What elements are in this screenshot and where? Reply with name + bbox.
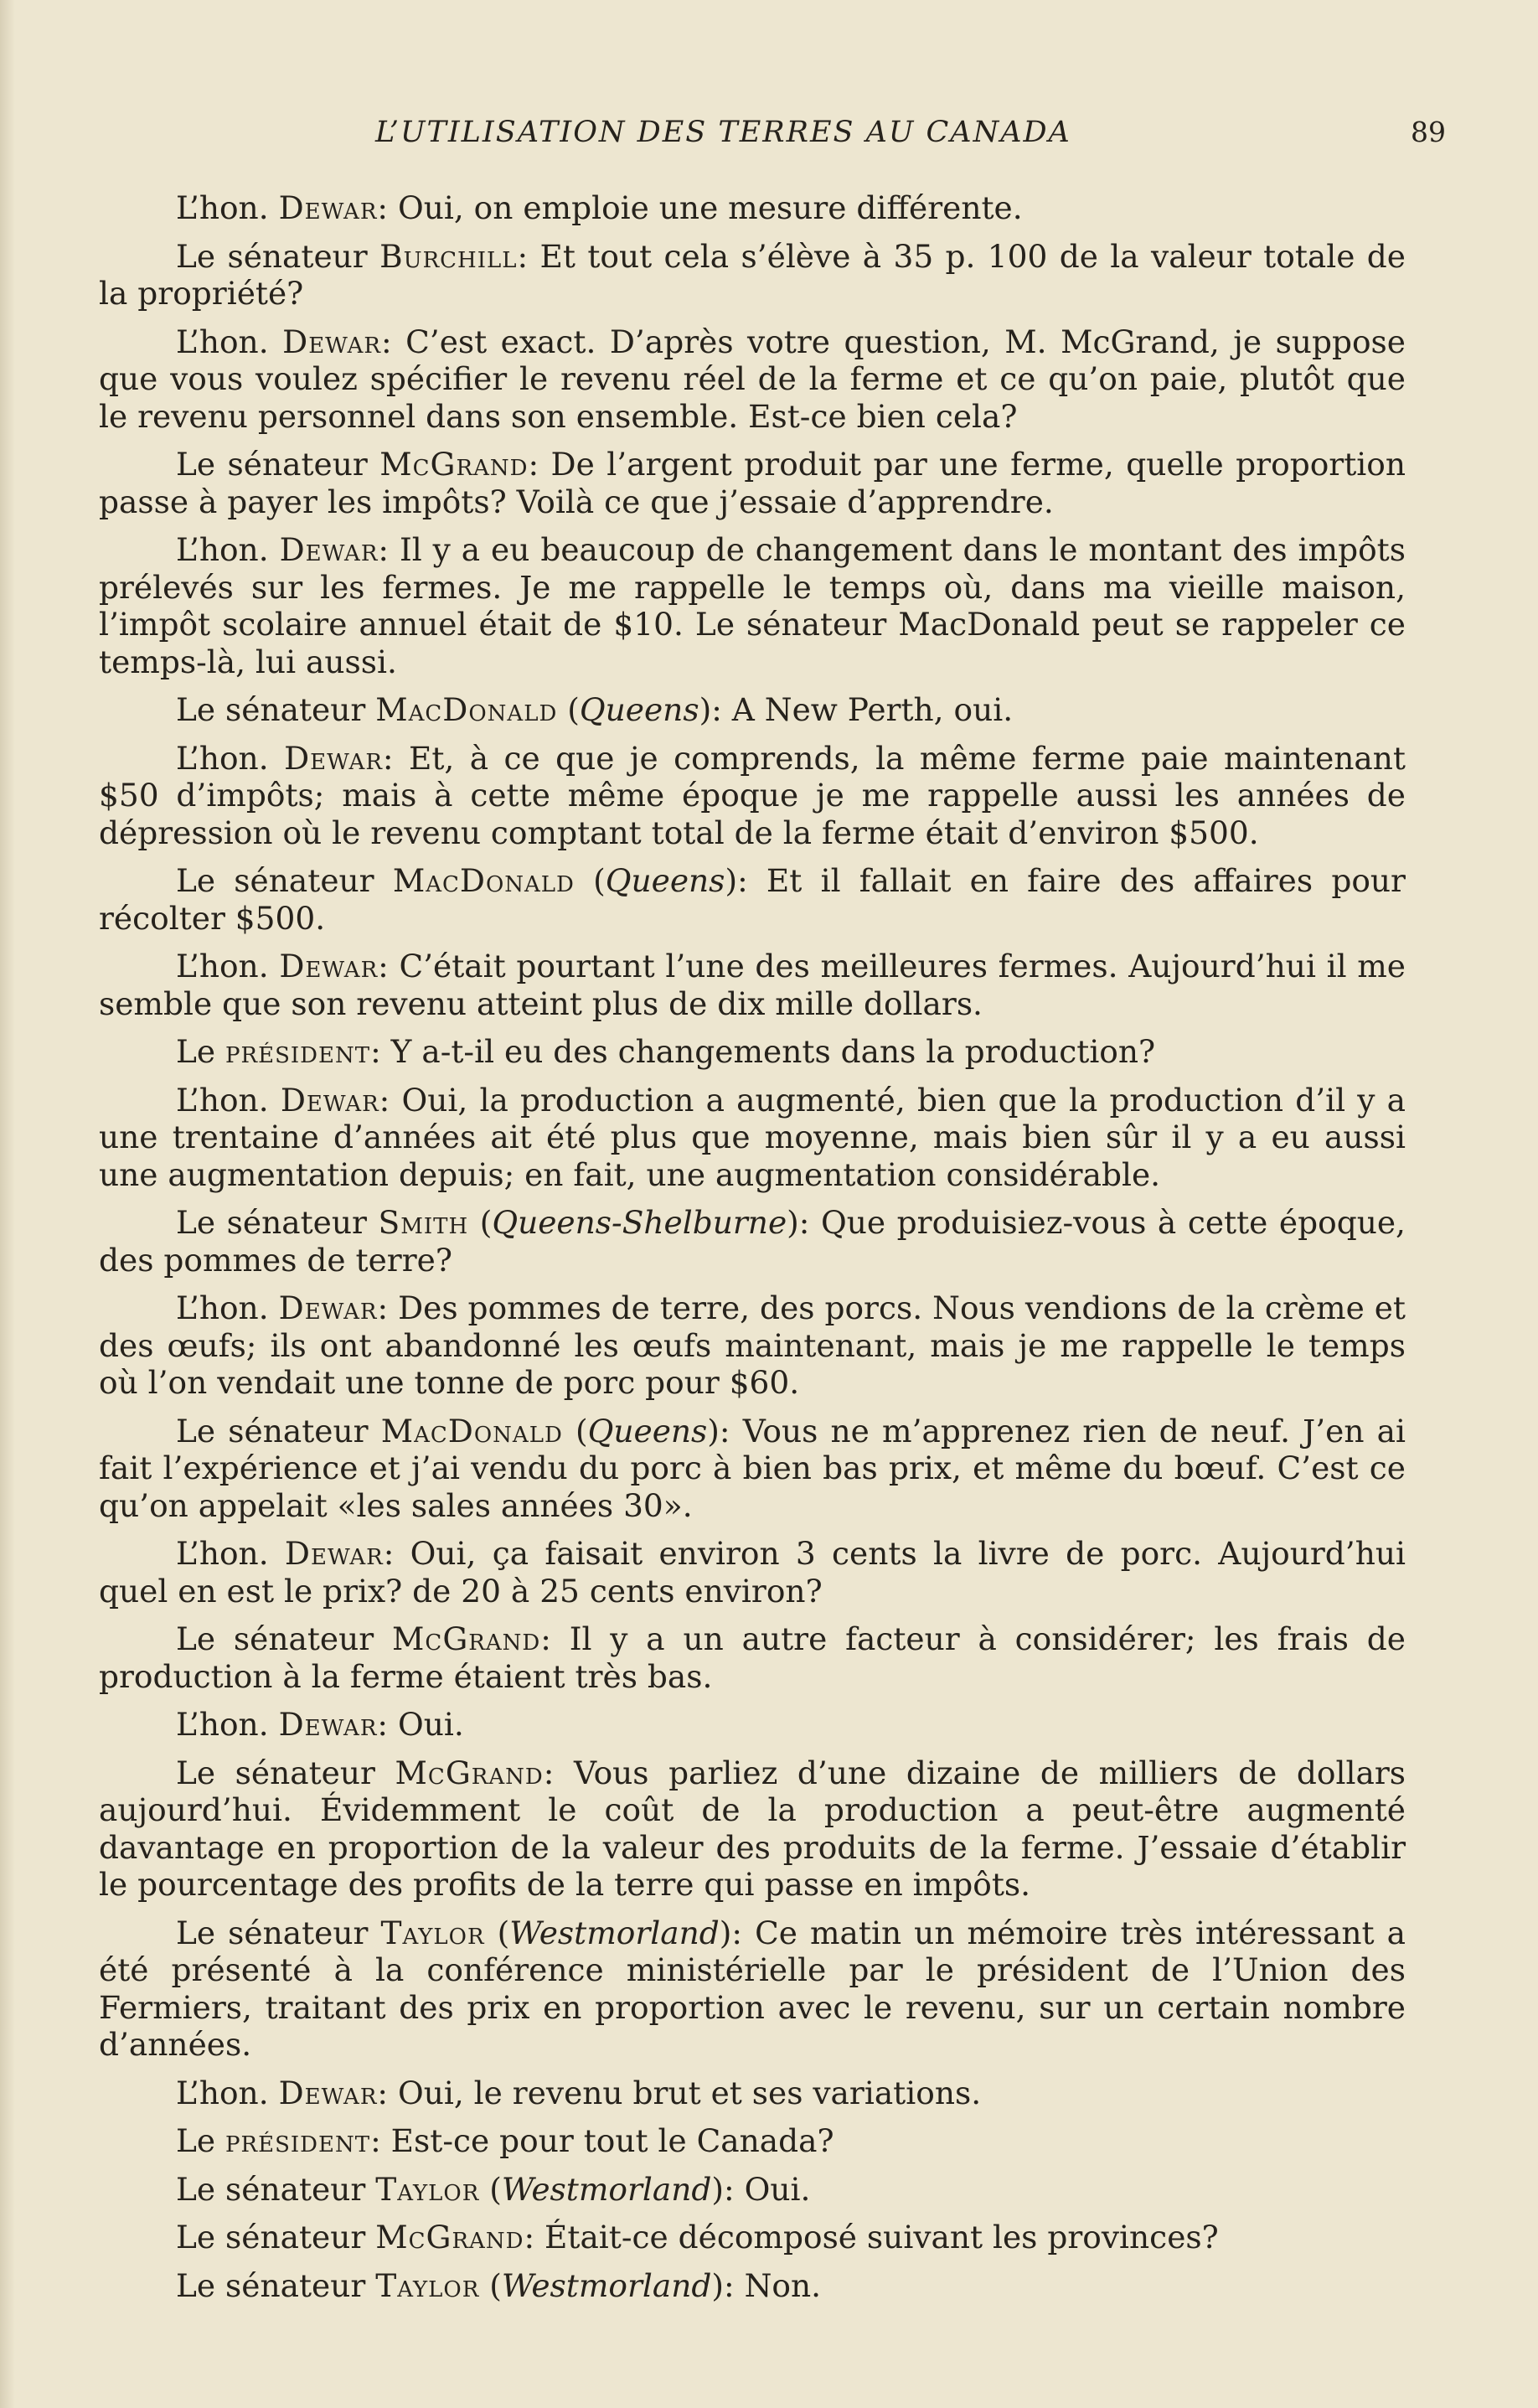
speaker-name: Burchill [379, 237, 518, 275]
speaker-name: Dewar [278, 1706, 378, 1743]
speaker-prefix: Le [176, 1033, 216, 1070]
paragraph-text: Oui, ça faisait environ 3 cents la livre de porc. Aujourd’hui quel en est le prix? de 20 à 25 cents environ? [99, 1535, 1406, 1610]
speaker-name: Smith [378, 1204, 469, 1241]
paragraph-text: Et, à ce que je comprends, la même ferme paie maintenant $50 d’impôts; mais à cette même époque je me rappelle aussi les années de dépression où le revenu comptant total de la ferme était d’environ $500. [99, 739, 1406, 851]
speaker-name: Taylor [375, 2266, 480, 2304]
speaker-prefix: L’hon. [176, 189, 269, 226]
paragraph-text: De l’argent produit par une ferme, quelle proportion passe à payer les impôts? Voilà ce que j’essaie d’apprendre. [99, 446, 1406, 520]
speaker-name: Dewar [279, 948, 379, 984]
speaker-name: Taylor [380, 1914, 485, 1951]
speaker-name: Dewar [278, 189, 378, 226]
paragraph: L’hon. Dewar: Et, à ce que je comprends, la même ferme paie maintenant $50 d’impôts; mais à cette même époque je me rappelle aussi les années de dépression où le revenu comptant total de la ferme était d’environ $500. [99, 739, 1406, 851]
paragraph-text: Non. [744, 2266, 822, 2304]
speaker-prefix: Le sénateur [176, 1754, 375, 1791]
paragraph: L’hon. Dewar: C’était pourtant l’une des meilleures fermes. Aujourd’hui il me semble que son revenu atteint plus de dix mille dollars. [99, 948, 1406, 1022]
speaker-prefix: L’hon. [176, 2074, 269, 2111]
speaker-prefix: Le sénateur [176, 862, 374, 899]
speaker-name: Taylor [375, 2170, 480, 2208]
paragraph: Le sénateur Taylor (Westmorland): Oui. [176, 2170, 811, 2208]
paragraph: Le sénateur McGrand: Était-ce décomposé suivant les provinces? [176, 2219, 1219, 2256]
speaker-riding: Queens [579, 691, 699, 728]
paragraph-text: Il y a un autre facteur à considérer; les frais de production à la ferme étaient très bas. [99, 1620, 1406, 1695]
paragraph: Le sénateur Burchill: Et tout cela s’élève à 35 p. 100 de la valeur totale de la propriété? [99, 237, 1406, 312]
paragraph-text: Et il fallait en faire des affaires pour récolter $500. [99, 862, 1406, 937]
speaker-name: Dewar [278, 1289, 378, 1326]
speaker-prefix: L’hon. [176, 531, 269, 568]
paragraph: Le sénateur McGrand: Vous parliez d’une dizaine de milliers de dollars aujourd’hui. Évidemment le coût de la production a peut-être augmenté davantage en proportion de la valeur des produits de la ferme. J’essaie d’établir le pourcentage des profits de la terre qui passe en impôts. [99, 1754, 1406, 1903]
paragraph-text: Oui, la production a augmenté, bien que la production d’il y a une trentaine d’années ait été plus que moyenne, mais bien sûr il y a eu aussi une augmentation depuis; en fait, une augmentation considérable. [99, 1081, 1406, 1193]
page-edge [0, 0, 15, 2408]
speaker-name: McGrand [375, 2219, 524, 2256]
paragraph-text: Que produisiez-vous à cette époque, des pommes de terre? [99, 1204, 1406, 1279]
speaker-prefix: L’hon. [176, 739, 269, 777]
page-number: 89 [1411, 116, 1446, 148]
paragraph-text: Est-ce pour tout le Canada? [390, 2122, 834, 2159]
speaker-prefix: Le sénateur [176, 691, 366, 728]
paragraph: L’hon. Dewar: Oui, le revenu brut et ses variations. [176, 2074, 982, 2111]
speaker-prefix: L’hon. [176, 323, 269, 360]
paragraph: Le sénateur Smith (Queens-Shelburne): Que produisiez-vous à cette époque, des pommes de terre? [99, 1204, 1406, 1279]
paragraph: Le sénateur MacDonald (Queens): Et il fallait en faire des affaires pour récolter $500. [99, 862, 1406, 937]
page [99, 0, 1446, 2408]
speaker-name: Dewar [282, 323, 381, 360]
paragraph-text: Vous ne m’apprenez rien de neuf. J’en ai fait l’expérience et j’ai vendu du porc à bien bas prix, et même du bœuf. C’est ce qu’on appelait «les sales années 30». [99, 1412, 1406, 1524]
speaker-name: Dewar [284, 739, 383, 777]
speaker-prefix: L’hon. [176, 948, 269, 984]
paragraph-text: Ce matin un mémoire très intéressant a été présenté à la conférence ministérielle par le président de l’Union des Fermiers, traitant des prix en proportion avec le revenu, sur un certain nombre d’années. [99, 1914, 1406, 2063]
paragraph-text: Oui, le revenu brut et ses variations. [397, 2074, 982, 2111]
speaker-riding: Queens [587, 1412, 708, 1449]
speaker-riding: Queens-Shelburne [492, 1204, 787, 1241]
speaker-name: président [225, 1033, 371, 1070]
page-header [99, 116, 1446, 158]
speaker-prefix: L’hon. [176, 1289, 269, 1326]
paragraph: Le président: Y a-t-il eu des changements dans la production? [176, 1033, 1156, 1070]
running-title: L’UTILISATION DES TERRES AU CANADA [375, 116, 1071, 149]
paragraph: L’hon. Dewar: Oui, la production a augmenté, bien que la production d’il y a une trentaine d’années ait été plus que moyenne, mais bien sûr il y a eu aussi une augmentation depuis; en fait, une augmentation considérable. [99, 1081, 1406, 1193]
speaker-name: McGrand [379, 446, 529, 483]
speaker-prefix: Le sénateur [176, 2219, 366, 2256]
paragraph: L’hon. Dewar: Il y a eu beaucoup de changement dans le montant des impôts prélevés sur les fermes. Je me rappelle le temps où, dans ma vieille maison, l’impôt scolaire annuel était de $10. Le sénateur MacDonald peut se rappeler ce temps-là, lui aussi. [99, 531, 1406, 680]
speaker-prefix: L’hon. [176, 1706, 269, 1743]
speaker-riding: Westmorland [509, 1914, 720, 1951]
speaker-name: Dewar [278, 2074, 378, 2111]
paragraph: Le sénateur McGrand: Il y a un autre facteur à considérer; les frais de production à la ferme étaient très bas. [99, 1620, 1406, 1695]
speaker-prefix: Le sénateur [176, 237, 368, 275]
speaker-prefix: Le sénateur [176, 1412, 369, 1449]
paragraph-text: Vous parliez d’une dizaine de milliers de dollars aujourd’hui. Évidemment le coût de la production a peut-être augmenté davantage en proportion de la valeur des produits de la ferme. J’essaie d’établir le pourcentage des profits de la terre qui passe en impôts. [99, 1754, 1406, 1903]
speaker-name: MacDonald [380, 1412, 563, 1449]
paragraph: L’hon. Dewar: Oui, on emploie une mesure différente. [176, 189, 1023, 226]
speaker-name: Dewar [279, 531, 379, 568]
paragraph-text: Oui. [397, 1706, 464, 1743]
paragraph-text: Oui, on emploie une mesure différente. [397, 189, 1023, 226]
speaker-riding: Westmorland [501, 2266, 712, 2304]
body-text [99, 189, 1406, 2315]
speaker-name: McGrand [395, 1754, 544, 1791]
paragraph: Le sénateur Taylor (Westmorland): Ce matin un mémoire très intéressant a été présenté à la conférence ministérielle par le président de l’Union des Fermiers, traitant des prix en proportion avec le revenu, sur un certain nombre d’années. [99, 1914, 1406, 2063]
speaker-name: président [225, 2122, 371, 2159]
paragraph: L’hon. Dewar: C’est exact. D’après votre question, M. McGrand, je suppose que vous voulez spécifier le revenu réel de la ferme et ce qu’on paie, plutôt que le revenu personnel dans son ensemble. Est-ce bien cela? [99, 323, 1406, 435]
paragraph-text: Était-ce décomposé suivant les provinces? [544, 2219, 1219, 2256]
paragraph-text: C’était pourtant l’une des meilleures fermes. Aujourd’hui il me semble que son revenu atteint plus de dix mille dollars. [99, 948, 1406, 1022]
speaker-prefix: Le sénateur [176, 1620, 374, 1657]
paragraph-text: Et tout cela s’élève à 35 p. 100 de la valeur totale de la propriété? [99, 237, 1406, 312]
speaker-prefix: Le sénateur [176, 2266, 366, 2304]
paragraph-text: A New Perth, oui. [731, 691, 1014, 728]
speaker-prefix: L’hon. [176, 1535, 269, 1572]
speaker-prefix: L’hon. [176, 1081, 269, 1119]
speaker-name: Dewar [280, 1081, 379, 1119]
paragraph: Le président: Est-ce pour tout le Canada? [176, 2122, 834, 2159]
paragraph: L’hon. Dewar: Des pommes de terre, des porcs. Nous vendions de la crème et des œufs; ils ont abandonné les œufs maintenant, mais je me rappelle le temps où l’on vendait une tonne de porc pour $60. [99, 1289, 1406, 1401]
speaker-riding: Westmorland [501, 2170, 712, 2208]
paragraph-text: C’est exact. D’après votre question, M. McGrand, je suppose que vous voulez spécifier le revenu réel de la ferme et ce qu’on paie, plutôt que le revenu personnel dans son ensemble. Est-ce bien cela? [99, 323, 1406, 435]
speaker-name: MacDonald [375, 691, 558, 728]
speaker-name: McGrand [392, 1620, 541, 1657]
paragraph: Le sénateur Taylor (Westmorland): Non. [176, 2266, 822, 2304]
speaker-prefix: Le sénateur [176, 1914, 369, 1951]
speaker-name: Dewar [284, 1535, 384, 1572]
paragraph-text: Des pommes de terre, des porcs. Nous vendions de la crème et des œufs; ils ont abandonné les œufs maintenant, mais je me rappelle le temps où l’on vendait une tonne de porc pour $60. [99, 1289, 1406, 1401]
speaker-prefix: Le [176, 2122, 216, 2159]
speaker-name: MacDonald [392, 862, 575, 899]
paragraph-text: Y a-t-il eu des changements dans la production? [390, 1033, 1156, 1070]
paragraph-text: Il y a eu beaucoup de changement dans le montant des impôts prélevés sur les fermes. Je me rappelle le temps où, dans ma vieille maison, l’impôt scolaire annuel était de $10. Le sénateur MacDonald peut se rappeler ce temps-là, lui aussi. [99, 531, 1406, 680]
paragraph: Le sénateur MacDonald (Queens): A New Perth, oui. [176, 691, 1014, 728]
speaker-prefix: Le sénateur [176, 446, 368, 483]
speaker-prefix: Le sénateur [176, 1204, 367, 1241]
paragraph: L’hon. Dewar: Oui. [176, 1706, 464, 1743]
paragraph: L’hon. Dewar: Oui, ça faisait environ 3 cents la livre de porc. Aujourd’hui quel en est le prix? de 20 à 25 cents environ? [99, 1535, 1406, 1610]
paragraph: Le sénateur MacDonald (Queens): Vous ne m’apprenez rien de neuf. J’en ai fait l’expérience et j’ai vendu du porc à bien bas prix, et même du bœuf. C’est ce qu’on appelait «les sales années 30». [99, 1412, 1406, 1524]
paragraph: Le sénateur McGrand: De l’argent produit par une ferme, quelle proportion passe à payer les impôts? Voilà ce que j’essaie d’apprendre. [99, 446, 1406, 520]
speaker-prefix: Le sénateur [176, 2170, 366, 2208]
paragraph-text: Oui. [744, 2170, 811, 2208]
speaker-riding: Queens [605, 862, 725, 899]
